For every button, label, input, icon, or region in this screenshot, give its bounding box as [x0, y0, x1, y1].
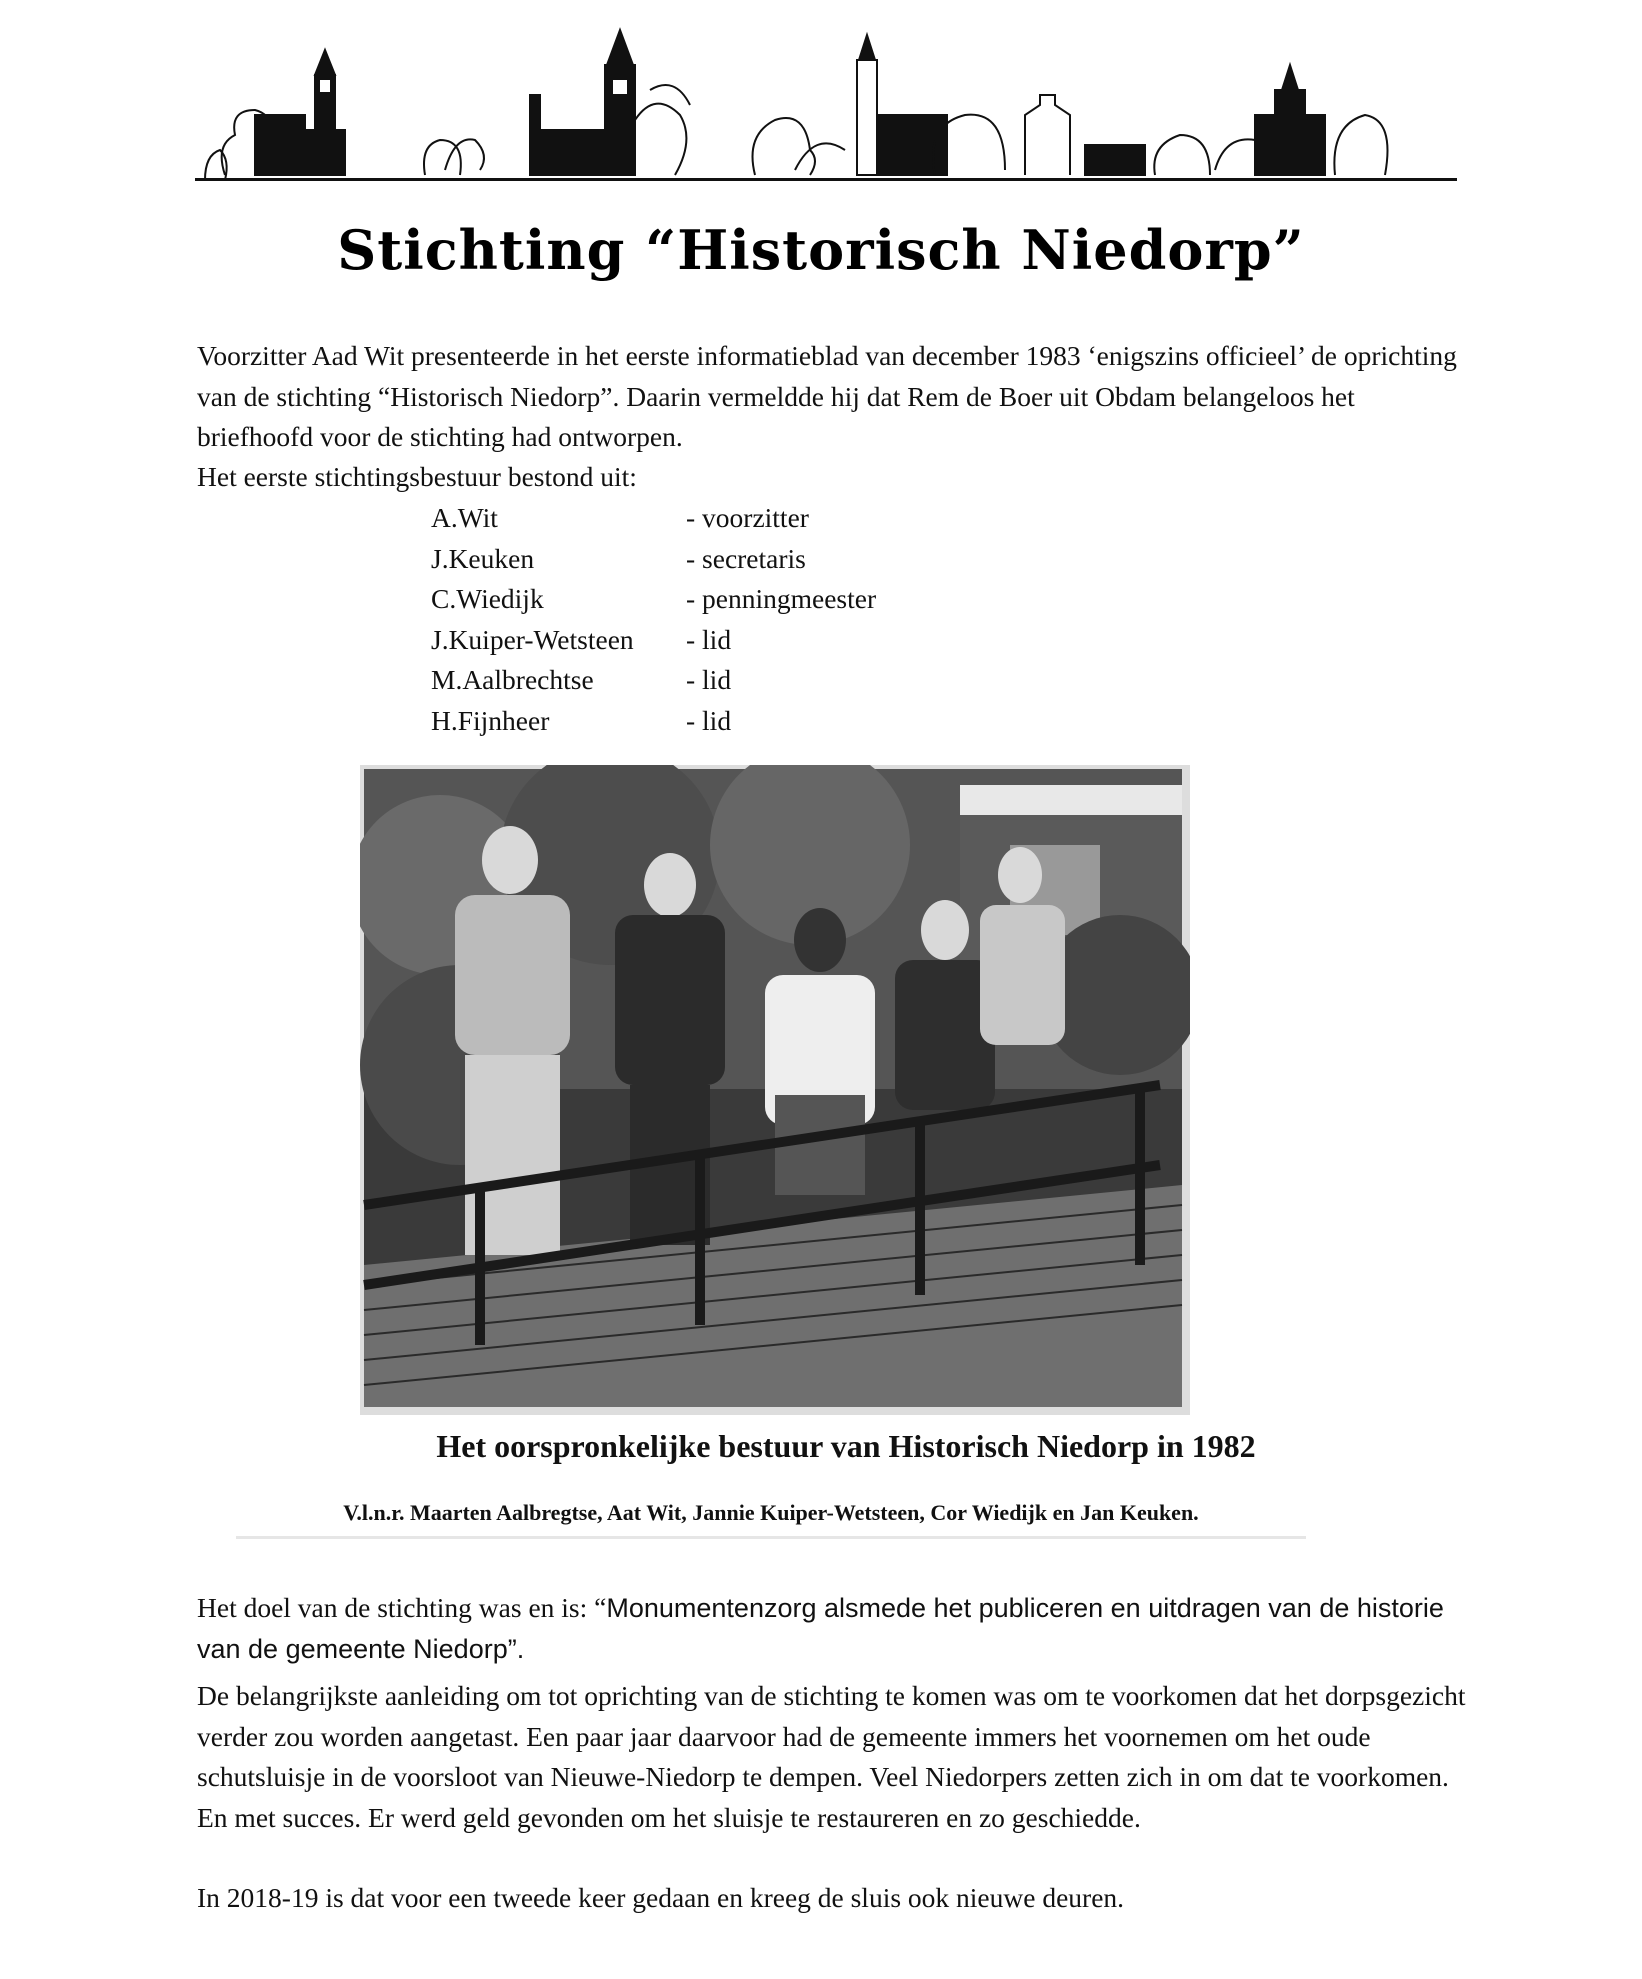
goal-quote: Monumentenzorg alsmede het publiceren en uitdragen van de historie van de gemeente Niedorp”.	[197, 1593, 1444, 1664]
member-role: - lid	[686, 704, 732, 736]
member-name: A.Wit	[431, 502, 498, 533]
board-member-row	[431, 620, 876, 661]
board-member-row	[431, 498, 876, 539]
board-member-row	[431, 579, 876, 620]
final-paragraph: In 2018-19 is dat voor een tweede keer gedaan en kreeg de sluis ook nieuwe deuren.	[197, 1882, 1125, 1913]
caption-divider	[236, 1536, 1306, 1539]
member-role: - penningmeester	[686, 583, 877, 614]
member-name: M.Aalbrechtse	[431, 664, 594, 695]
member-name: J.Kuiper-Wetsteen	[431, 623, 634, 655]
letterhead-skyline-illustration	[195, 20, 1457, 190]
board-member-row	[431, 660, 876, 701]
photo-caption-names: V.l.n.r. Maarten Aalbregtse, Aat Wit, Jannie Kuiper-Wetsteen, Cor Wiedijk en Jan Keuken.	[343, 1500, 1199, 1525]
member-name: C.Wiedijk	[431, 583, 544, 614]
goal-paragraph	[197, 1588, 1467, 1669]
member-role: - secretaris	[686, 542, 806, 574]
member-name: H.Fijnheer	[431, 704, 550, 736]
photo-caption: Het oorspronkelijke bestuur van Historisch Niedorp in 1982	[436, 1428, 1256, 1464]
board-member-row	[431, 539, 876, 580]
reason-paragraph: De belangrijkste aanleiding om tot oprichting van de stichting te komen was om te voorkomen dat het dorpsgezicht verder zou worden aangetast. Een paar jaar daarvoor had de gemeente immers het voornemen om het oude schutsluisje in de voorsloot van Nieuwe-Niedorp te dempen. Veel Niedorpers zetten zich in om dat te voorkomen. En met succes. Er werd geld gevonden om het sluisje te restaureren en zo geschiedde.	[197, 1680, 1466, 1833]
goal-prefix: Het doel van de stichting was en is: “	[197, 1592, 607, 1623]
member-name: J.Keuken	[431, 542, 535, 574]
board-group-photo	[360, 765, 1190, 1415]
board-heading: Het eerste stichtingsbestuur bestond uit:	[197, 461, 637, 492]
board-member-list	[431, 498, 876, 741]
board-member-row	[431, 701, 876, 742]
intro-paragraph: Voorzitter Aad Wit presenteerde in het eerste informatieblad van december 1983 ‘enigszins officieel’ de oprichting van de stichting “Historisch Niedorp”. Daarin vermeldde hij dat Rem de Boer uit Obdam belangeloos het briefhoofd voor de stichting had ontworpen.	[197, 340, 1457, 452]
member-role: - lid	[686, 664, 732, 695]
page-title: Stichting “Historisch Niedorp”	[337, 218, 1305, 282]
member-role: - lid	[686, 623, 732, 655]
member-role: - voorzitter	[686, 502, 809, 533]
